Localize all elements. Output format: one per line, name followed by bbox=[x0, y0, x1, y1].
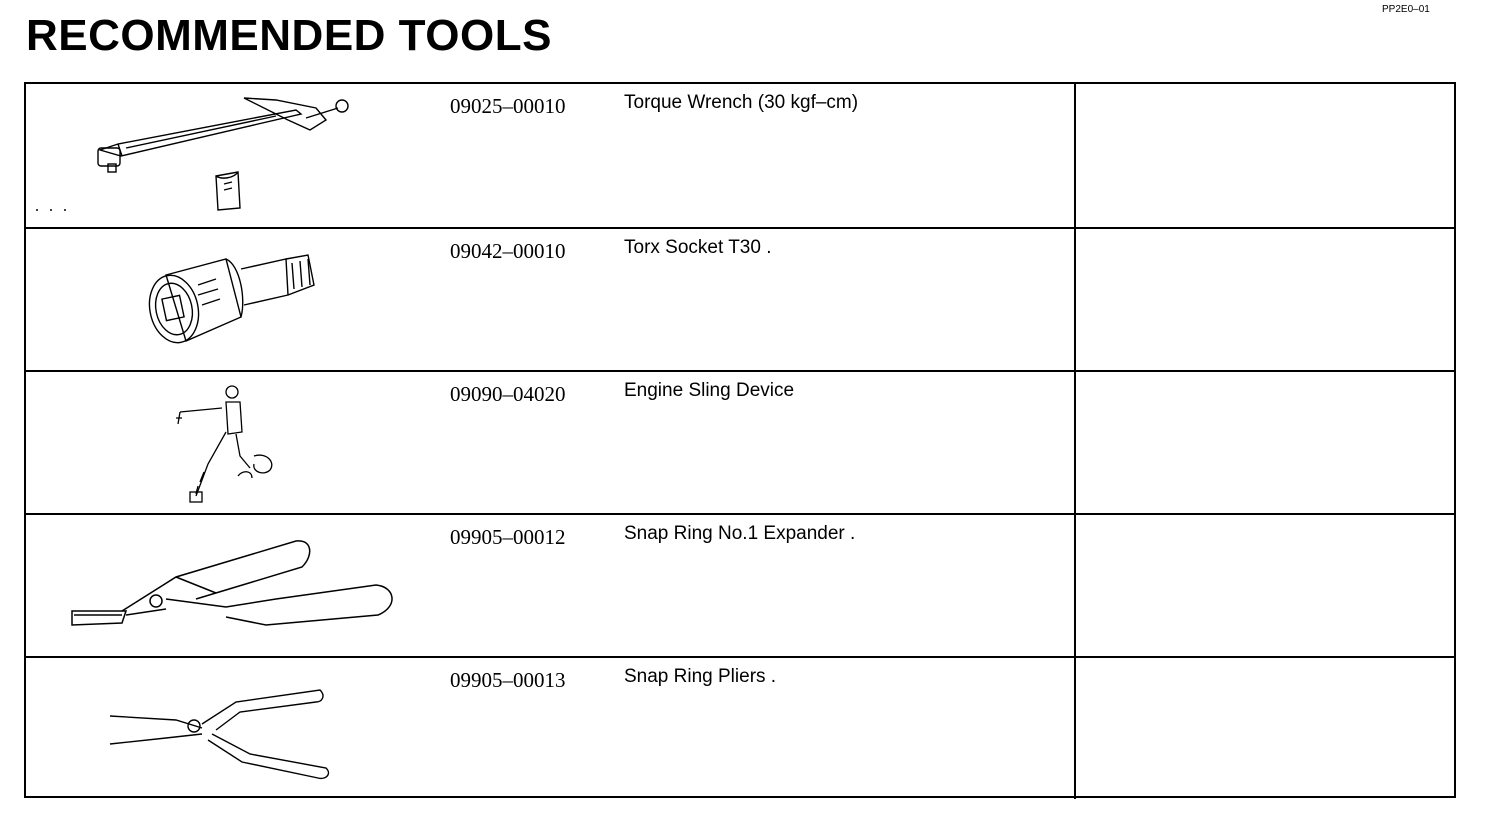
tool-row bbox=[26, 656, 1454, 799]
column-divider bbox=[1074, 515, 1076, 656]
part-number: 09025–00010 bbox=[450, 94, 566, 118]
part-number: 09042–00010 bbox=[450, 239, 566, 263]
snap-ring-expander-icon bbox=[26, 515, 446, 656]
snap-ring-pliers-icon bbox=[26, 658, 446, 799]
column-divider bbox=[1074, 229, 1076, 370]
tool-name: Torx Socket T30 . bbox=[624, 237, 772, 258]
page-title: RECOMMENDED TOOLS bbox=[26, 11, 552, 60]
tool-name: Snap Ring Pliers . bbox=[624, 666, 777, 687]
torque-wrench-icon bbox=[26, 84, 446, 225]
column-divider bbox=[1074, 658, 1076, 799]
engine-sling-icon bbox=[26, 372, 446, 513]
column-divider bbox=[1074, 372, 1076, 513]
torx-socket-icon bbox=[26, 229, 446, 370]
part-number: 09090–04020 bbox=[450, 382, 566, 406]
tool-name: Torque Wrench (30 kgf–cm) bbox=[624, 92, 859, 113]
tools-table bbox=[24, 82, 1456, 798]
part-number: 09905–00013 bbox=[450, 668, 566, 692]
tool-name: Engine Sling Device bbox=[624, 380, 795, 401]
part-number: 09905–00012 bbox=[450, 525, 566, 549]
tool-row bbox=[26, 370, 1454, 513]
tool-row bbox=[26, 84, 1454, 227]
document-code: PP2E0–01 bbox=[1382, 4, 1430, 15]
column-divider bbox=[1074, 84, 1076, 227]
tool-row bbox=[26, 513, 1454, 656]
tool-name: Snap Ring No.1 Expander . bbox=[624, 523, 856, 544]
tool-row bbox=[26, 227, 1454, 370]
